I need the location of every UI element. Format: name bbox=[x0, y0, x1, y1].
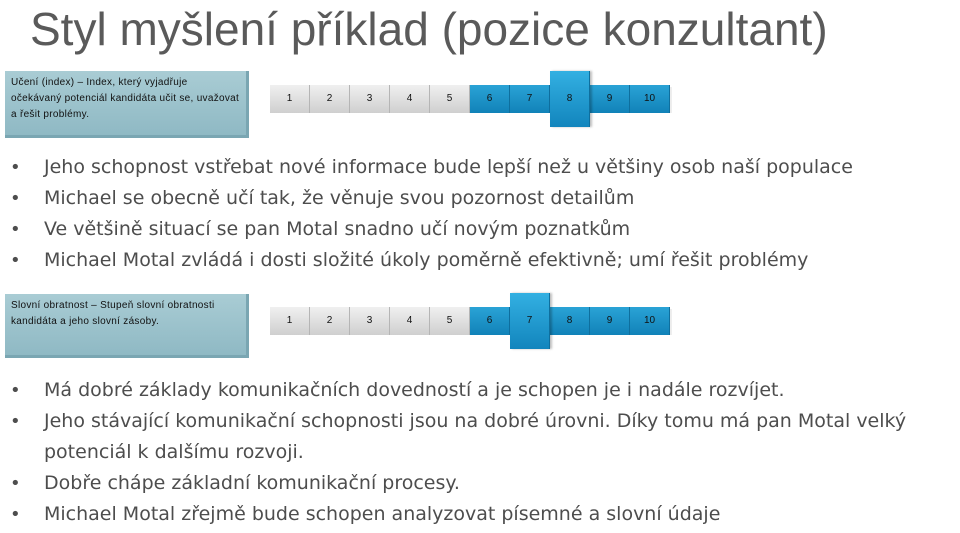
scale-cell: 9 bbox=[590, 307, 630, 335]
bullet-item: • Michael Motal zřejmě bude schopen analyzovat písemné a slovní údaje bbox=[0, 499, 960, 530]
learning-index-scale bbox=[270, 85, 660, 115]
verbal-skill-label bbox=[5, 294, 249, 358]
scale-cell: 8 bbox=[550, 307, 590, 335]
learning-index-label-text: Učení (index) – Index, který vyjadřuje očekávaný potenciál kandidáta učit se, uvažovat a řešit problémy. bbox=[11, 77, 240, 120]
bullet-item: • Ve většině situací se pan Motal snadno učí novým poznatkům bbox=[0, 214, 960, 245]
learning-index-label bbox=[5, 71, 249, 138]
scale-cell: 5 bbox=[430, 85, 470, 113]
scale-cell: 4 bbox=[390, 307, 430, 335]
scale-cell: 9 bbox=[590, 85, 630, 113]
scale-cell: 7 bbox=[510, 85, 550, 113]
bullet-item: • Michael Motal zvládá i dosti složité úkoly poměrně efektivně; umí řešit problémy bbox=[0, 245, 960, 276]
scale-cell: 2 bbox=[310, 85, 350, 113]
scale-cell: 6 bbox=[470, 85, 510, 113]
scale-cell: 5 bbox=[430, 307, 470, 335]
scale-cell-selected: 8 bbox=[550, 71, 590, 127]
verbal-skill-scale bbox=[270, 307, 660, 337]
scale-cell: 1 bbox=[270, 307, 310, 335]
scale-cell: 4 bbox=[390, 85, 430, 113]
page-title: Styl myšlení příklad (pozice konzultant) bbox=[30, 3, 828, 55]
scale-cell: 3 bbox=[350, 307, 390, 335]
scale-cell-selected: 7 bbox=[510, 293, 550, 349]
scale-cell: 2 bbox=[310, 307, 350, 335]
bullet-item: • Dobře chápe základní komunikační procesy. bbox=[0, 468, 960, 499]
scale-cell: 10 bbox=[630, 307, 670, 335]
bullet-item: • Michael se obecně učí tak, že věnuje svou pozornost detailům bbox=[0, 183, 960, 214]
verbal-bullet-list bbox=[0, 375, 960, 530]
bullet-item: • Má dobré základy komunikačních dovedností a je schopen je i nadále rozvíjet. bbox=[0, 375, 960, 406]
bullet-item: • Jeho schopnost vstřebat nové informace bude lepší než u většiny osob naší populace bbox=[0, 152, 960, 183]
bullet-item: • Jeho stávající komunikační schopnosti jsou na dobré úrovni. Díky tomu má pan Motal velký potenciál k dalšímu rozvoji. bbox=[0, 406, 960, 468]
scale-cell: 3 bbox=[350, 85, 390, 113]
learning-bullet-list bbox=[0, 152, 960, 276]
verbal-skill-label-text: Slovní obratnost – Stupeň slovní obratnosti kandidáta a jeho slovní zásoby. bbox=[11, 300, 215, 327]
scale-cell: 10 bbox=[630, 85, 670, 113]
scale-cell: 6 bbox=[470, 307, 510, 335]
scale-cell: 1 bbox=[270, 85, 310, 113]
